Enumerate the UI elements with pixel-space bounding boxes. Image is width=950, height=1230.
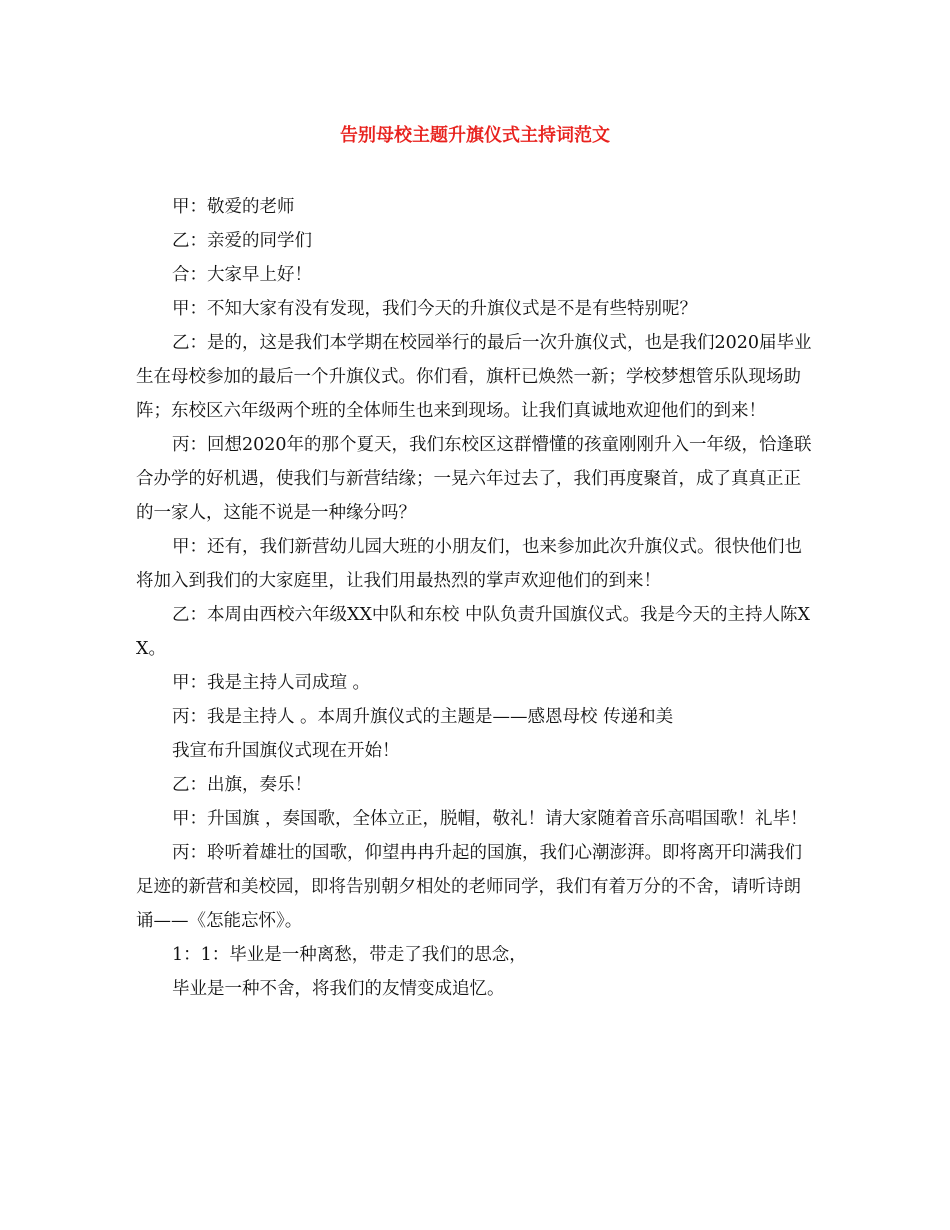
paragraph: 1：1：毕业是一种离愁，带走了我们的思念，: [172, 945, 527, 965]
paragraph: 乙：出旗，奏乐！: [172, 775, 312, 795]
paragraph: 合：大家早上好！: [172, 265, 312, 285]
paragraph: 乙：亲爱的同学们: [172, 231, 312, 251]
document-body: [136, 190, 816, 1006]
paragraph: 丙：我是主持人 。本周升旗仪式的主题是——感恩母校 传递和美: [172, 707, 674, 727]
paragraph: 我宣布升国旗仪式现在开始！: [172, 741, 400, 761]
paragraph: 乙：本周由西校六年级XX中队和东校 中队负责升国旗仪式。我是今天的主持人陈XX。: [136, 605, 810, 659]
paragraph: 甲：升国旗 ，奏国歌，全体立正，脱帽，敬礼！请大家随着音乐高唱国歌！礼毕！: [172, 809, 808, 829]
paragraph: 乙：是的，这是我们本学期在校园举行的最后一次升旗仪式，也是我们2020届毕业生在母校参加的最后一个升旗仪式。你们看，旗杆已焕然一新；学校梦想管乐队现场助阵；东校区六年级两个班的全体师生也来到现场。让我们真诚地欢迎他们的到来！: [136, 333, 812, 421]
document-title: 告别母校主题升旗仪式主持词范文: [340, 125, 610, 146]
paragraph: 甲：不知大家有没有发现，我们今天的升旗仪式是不是有些特别呢？: [172, 299, 697, 319]
paragraph: 甲：还有，我们新营幼儿园大班的小朋友们，也来参加此次升旗仪式。很快他们也将加入到我们的大家庭里，让我们用最热烈的掌声欢迎他们的到来！: [136, 537, 802, 591]
paragraph: 丙：回想2020年的那个夏天，我们东校区这群懵懂的孩童刚刚升入一年级，恰逢联合办学的好机遇，使我们与新营结缘；一晃六年过去了，我们再度聚首，成了真真正正的一家人，这能不说是一种缘分吗？: [136, 435, 812, 523]
paragraph: 毕业是一种不舍，将我们的友情变成追忆。: [172, 979, 505, 999]
paragraph: 丙：聆听着雄壮的国歌，仰望冉冉升起的国旗，我们心潮澎湃。即将离开印满我们足迹的新营和美校园，即将告别朝夕相处的老师同学，我们有着万分的不舍，请听诗朗诵——《怎能忘怀》。: [136, 843, 802, 931]
paragraph: 甲：敬爱的老师: [172, 197, 295, 217]
paragraph: 甲：我是主持人司成瑄 。: [172, 673, 371, 693]
